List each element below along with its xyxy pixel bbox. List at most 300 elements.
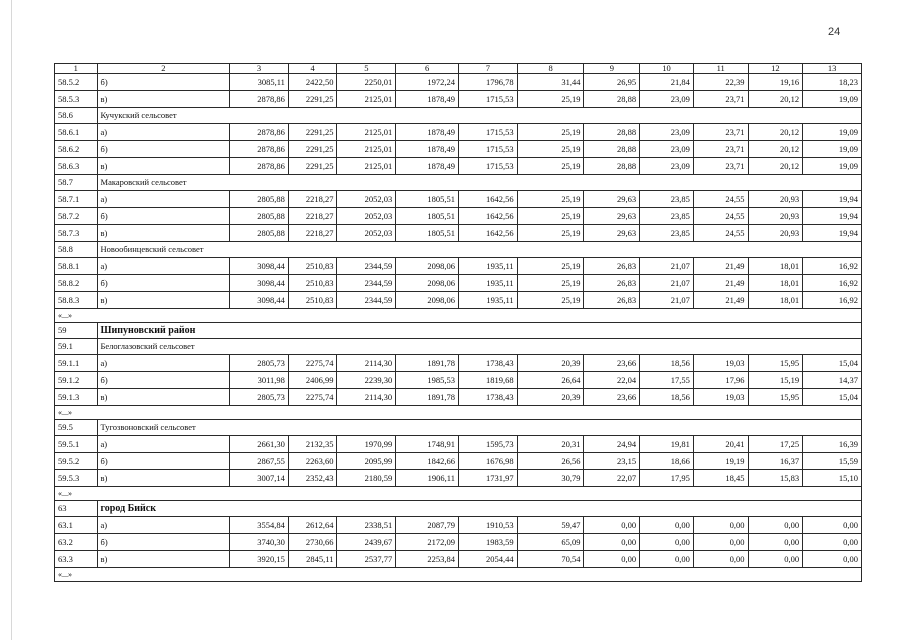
table-row — [55, 208, 862, 225]
table-row — [55, 158, 862, 175]
row-value: 1715,53 — [458, 124, 517, 141]
district-row — [55, 501, 862, 517]
row-value: 2172,09 — [396, 534, 459, 551]
row-value: 2218,27 — [288, 208, 337, 225]
row-label: б) — [97, 208, 230, 225]
row-value: 19,81 — [640, 436, 694, 453]
row-value: 2805,73 — [230, 389, 289, 406]
row-value: 15,95 — [748, 355, 803, 372]
row-label: в) — [97, 470, 230, 487]
row-value: 1715,53 — [458, 91, 517, 108]
row-label: в) — [97, 551, 230, 568]
row-value: 26,56 — [517, 453, 584, 470]
row-value: 25,19 — [517, 208, 584, 225]
district-row — [55, 323, 862, 339]
row-value: 2125,01 — [337, 124, 396, 141]
row-code: 58.5.3 — [55, 91, 98, 108]
row-value: 19,94 — [803, 225, 862, 242]
row-value: 17,96 — [693, 372, 748, 389]
row-value: 2098,06 — [396, 275, 459, 292]
row-value: 70,54 — [517, 551, 584, 568]
omission-mark: «...» — [55, 406, 862, 420]
row-value: 29,63 — [584, 225, 640, 242]
row-value: 1819,68 — [458, 372, 517, 389]
row-value: 26,83 — [584, 275, 640, 292]
row-value: 15,95 — [748, 389, 803, 406]
row-value: 2805,88 — [230, 191, 289, 208]
row-value: 20,31 — [517, 436, 584, 453]
row-value: 20,39 — [517, 389, 584, 406]
section-code: 59.1 — [55, 339, 98, 355]
row-value: 1642,56 — [458, 225, 517, 242]
row-value: 2052,03 — [337, 208, 396, 225]
section-row — [55, 420, 862, 436]
row-value: 19,94 — [803, 208, 862, 225]
row-value: 23,71 — [693, 158, 748, 175]
row-code: 58.7.1 — [55, 191, 98, 208]
row-label: в) — [97, 158, 230, 175]
district-code: 63 — [55, 501, 98, 517]
row-code: 63.3 — [55, 551, 98, 568]
district-title: Шипуновский район — [97, 323, 861, 339]
row-value: 2730,66 — [288, 534, 337, 551]
row-value: 26,95 — [584, 74, 640, 91]
row-label: б) — [97, 275, 230, 292]
row-value: 18,23 — [803, 74, 862, 91]
row-label: а) — [97, 355, 230, 372]
row-value: 2510,83 — [288, 258, 337, 275]
table-row — [55, 292, 862, 309]
row-value: 1985,53 — [396, 372, 459, 389]
row-label: б) — [97, 74, 230, 91]
row-label: а) — [97, 124, 230, 141]
row-value: 18,56 — [640, 355, 694, 372]
row-value: 2805,73 — [230, 355, 289, 372]
row-value: 1935,11 — [458, 292, 517, 309]
table-row — [55, 470, 862, 487]
row-value: 20,93 — [748, 208, 803, 225]
row-value: 2054,44 — [458, 551, 517, 568]
table-row — [55, 355, 862, 372]
row-value: 19,16 — [748, 74, 803, 91]
row-value: 1910,53 — [458, 517, 517, 534]
omission-row — [55, 487, 862, 501]
row-value: 18,56 — [640, 389, 694, 406]
row-code: 59.5.3 — [55, 470, 98, 487]
table-row — [55, 191, 862, 208]
row-value: 16,37 — [748, 453, 803, 470]
table-row — [55, 517, 862, 534]
table-row — [55, 74, 862, 91]
row-value: 19,09 — [803, 141, 862, 158]
column-header: 8 — [517, 64, 584, 74]
table-row — [55, 436, 862, 453]
row-value: 23,09 — [640, 141, 694, 158]
column-header: 6 — [396, 64, 459, 74]
row-value: 1878,49 — [396, 91, 459, 108]
column-header: 12 — [748, 64, 803, 74]
row-code: 58.5.2 — [55, 74, 98, 91]
row-value: 2095,99 — [337, 453, 396, 470]
row-value: 24,55 — [693, 191, 748, 208]
row-value: 2275,74 — [288, 355, 337, 372]
row-value: 19,03 — [693, 355, 748, 372]
row-value: 0,00 — [640, 534, 694, 551]
row-value: 2878,86 — [230, 158, 289, 175]
row-value: 0,00 — [803, 517, 862, 534]
row-label: б) — [97, 141, 230, 158]
row-value: 1878,49 — [396, 158, 459, 175]
row-label: в) — [97, 225, 230, 242]
row-value: 18,01 — [748, 292, 803, 309]
row-value: 65,09 — [517, 534, 584, 551]
row-value: 0,00 — [803, 551, 862, 568]
row-value: 28,88 — [584, 91, 640, 108]
row-value: 2878,86 — [230, 124, 289, 141]
row-value: 0,00 — [748, 517, 803, 534]
row-value: 1738,43 — [458, 355, 517, 372]
row-value: 1642,56 — [458, 191, 517, 208]
row-value: 2098,06 — [396, 258, 459, 275]
row-value: 2125,01 — [337, 158, 396, 175]
row-value: 1595,73 — [458, 436, 517, 453]
row-value: 20,93 — [748, 225, 803, 242]
row-value: 0,00 — [584, 534, 640, 551]
row-value: 2132,35 — [288, 436, 337, 453]
row-value: 23,85 — [640, 225, 694, 242]
table-row — [55, 453, 862, 470]
row-value: 28,88 — [584, 141, 640, 158]
row-value: 2867,55 — [230, 453, 289, 470]
row-value: 2087,79 — [396, 517, 459, 534]
row-value: 23,85 — [640, 208, 694, 225]
row-value: 15,04 — [803, 389, 862, 406]
row-value: 28,88 — [584, 158, 640, 175]
section-row — [55, 175, 862, 191]
row-value: 23,85 — [640, 191, 694, 208]
row-value: 1891,78 — [396, 389, 459, 406]
row-value: 21,84 — [640, 74, 694, 91]
row-value: 1878,49 — [396, 124, 459, 141]
row-value: 0,00 — [640, 551, 694, 568]
row-value: 25,19 — [517, 275, 584, 292]
row-value: 1935,11 — [458, 258, 517, 275]
row-value: 2291,25 — [288, 141, 337, 158]
page-left-edge-line — [11, 0, 12, 640]
table-row — [55, 91, 862, 108]
row-value: 3085,11 — [230, 74, 289, 91]
row-value: 25,19 — [517, 124, 584, 141]
row-value: 2510,83 — [288, 275, 337, 292]
row-value: 19,09 — [803, 124, 862, 141]
row-value: 22,07 — [584, 470, 640, 487]
row-value: 20,12 — [748, 158, 803, 175]
row-value: 1731,97 — [458, 470, 517, 487]
page-number: 24 — [828, 26, 841, 38]
row-value: 3920,15 — [230, 551, 289, 568]
table-row — [55, 534, 862, 551]
row-value: 21,49 — [693, 275, 748, 292]
row-value: 25,19 — [517, 191, 584, 208]
row-value: 19,09 — [803, 158, 862, 175]
row-value: 29,63 — [584, 208, 640, 225]
row-value: 1738,43 — [458, 389, 517, 406]
row-value: 2422,50 — [288, 74, 337, 91]
row-value: 22,04 — [584, 372, 640, 389]
row-value: 0,00 — [748, 551, 803, 568]
section-title: Белоглазовский сельсовет — [97, 339, 861, 355]
row-value: 20,12 — [748, 91, 803, 108]
row-label: а) — [97, 258, 230, 275]
table-row — [55, 225, 862, 242]
row-value: 26,83 — [584, 258, 640, 275]
section-row — [55, 242, 862, 258]
section-row — [55, 339, 862, 355]
row-value: 16,92 — [803, 258, 862, 275]
row-value: 1676,98 — [458, 453, 517, 470]
row-value: 2052,03 — [337, 191, 396, 208]
row-value: 29,63 — [584, 191, 640, 208]
row-value: 18,66 — [640, 453, 694, 470]
row-code: 59.1.2 — [55, 372, 98, 389]
row-value: 2263,60 — [288, 453, 337, 470]
row-value: 2344,59 — [337, 258, 396, 275]
row-value: 3098,44 — [230, 275, 289, 292]
row-value: 0,00 — [693, 517, 748, 534]
row-value: 0,00 — [640, 517, 694, 534]
table-row — [55, 258, 862, 275]
row-value: 23,71 — [693, 91, 748, 108]
row-value: 1842,66 — [396, 453, 459, 470]
row-value: 2125,01 — [337, 141, 396, 158]
row-value: 16,39 — [803, 436, 862, 453]
omission-mark: «...» — [55, 309, 862, 323]
row-value: 23,09 — [640, 124, 694, 141]
row-value: 25,19 — [517, 141, 584, 158]
row-value: 2218,27 — [288, 225, 337, 242]
row-value: 0,00 — [748, 534, 803, 551]
row-value: 1891,78 — [396, 355, 459, 372]
row-value: 18,01 — [748, 275, 803, 292]
row-label: а) — [97, 191, 230, 208]
table-row — [55, 124, 862, 141]
row-value: 2052,03 — [337, 225, 396, 242]
row-value: 15,59 — [803, 453, 862, 470]
row-value: 19,19 — [693, 453, 748, 470]
header-row — [55, 64, 862, 74]
row-value: 17,55 — [640, 372, 694, 389]
omission-row — [55, 309, 862, 323]
row-value: 2253,84 — [396, 551, 459, 568]
row-value: 20,12 — [748, 141, 803, 158]
row-value: 2114,30 — [337, 389, 396, 406]
row-value: 3098,44 — [230, 258, 289, 275]
column-header: 4 — [288, 64, 337, 74]
column-header: 5 — [337, 64, 396, 74]
row-value: 2612,64 — [288, 517, 337, 534]
row-value: 1642,56 — [458, 208, 517, 225]
row-value: 1796,78 — [458, 74, 517, 91]
section-code: 58.6 — [55, 108, 98, 124]
row-value: 18,01 — [748, 258, 803, 275]
row-value: 2406,99 — [288, 372, 337, 389]
row-value: 25,19 — [517, 225, 584, 242]
row-value: 17,95 — [640, 470, 694, 487]
row-code: 59.1.3 — [55, 389, 98, 406]
section-title: Кучукский сельсовет — [97, 108, 861, 124]
row-value: 1935,11 — [458, 275, 517, 292]
row-value: 1805,51 — [396, 208, 459, 225]
row-value: 26,83 — [584, 292, 640, 309]
row-code: 58.6.1 — [55, 124, 98, 141]
row-value: 19,94 — [803, 191, 862, 208]
row-value: 20,39 — [517, 355, 584, 372]
row-code: 59.1.1 — [55, 355, 98, 372]
row-label: а) — [97, 436, 230, 453]
district-code: 59 — [55, 323, 98, 339]
row-value: 2098,06 — [396, 292, 459, 309]
row-value: 17,25 — [748, 436, 803, 453]
row-value: 2352,43 — [288, 470, 337, 487]
row-value: 2537,77 — [337, 551, 396, 568]
row-value: 2239,30 — [337, 372, 396, 389]
row-value: 1972,24 — [396, 74, 459, 91]
row-value: 3740,30 — [230, 534, 289, 551]
row-value: 28,88 — [584, 124, 640, 141]
row-value: 2125,01 — [337, 91, 396, 108]
omission-row — [55, 406, 862, 420]
row-value: 1715,53 — [458, 158, 517, 175]
section-row — [55, 108, 862, 124]
omission-row — [55, 568, 862, 582]
column-header: 11 — [693, 64, 748, 74]
row-value: 15,04 — [803, 355, 862, 372]
row-value: 59,47 — [517, 517, 584, 534]
column-header: 9 — [584, 64, 640, 74]
row-value: 23,15 — [584, 453, 640, 470]
row-value: 21,07 — [640, 292, 694, 309]
section-code: 58.8 — [55, 242, 98, 258]
row-value: 2661,30 — [230, 436, 289, 453]
row-value: 23,09 — [640, 91, 694, 108]
row-code: 58.6.3 — [55, 158, 98, 175]
row-code: 58.6.2 — [55, 141, 98, 158]
row-value: 2878,86 — [230, 141, 289, 158]
row-value: 23,71 — [693, 124, 748, 141]
omission-mark: «...» — [55, 487, 862, 501]
row-code: 58.8.2 — [55, 275, 98, 292]
column-header: 7 — [458, 64, 517, 74]
section-title: Макаровский сельсовет — [97, 175, 861, 191]
row-value: 16,92 — [803, 275, 862, 292]
row-value: 23,71 — [693, 141, 748, 158]
row-value: 18,45 — [693, 470, 748, 487]
row-value: 30,79 — [517, 470, 584, 487]
column-header: 2 — [97, 64, 230, 74]
row-value: 25,19 — [517, 91, 584, 108]
row-label: в) — [97, 389, 230, 406]
row-value: 21,49 — [693, 292, 748, 309]
row-value: 24,55 — [693, 225, 748, 242]
row-value: 2291,25 — [288, 124, 337, 141]
row-value: 2805,88 — [230, 208, 289, 225]
row-value: 0,00 — [693, 551, 748, 568]
row-value: 2291,25 — [288, 91, 337, 108]
row-value: 2338,51 — [337, 517, 396, 534]
section-title: Тугозвоновский сельсовет — [97, 420, 861, 436]
table-row — [55, 372, 862, 389]
row-value: 2878,86 — [230, 91, 289, 108]
row-value: 2805,88 — [230, 225, 289, 242]
district-title: город Бийск — [97, 501, 861, 517]
column-header: 13 — [803, 64, 862, 74]
row-value: 0,00 — [693, 534, 748, 551]
table-body — [55, 74, 862, 582]
row-value: 0,00 — [803, 534, 862, 551]
row-value: 1748,91 — [396, 436, 459, 453]
row-code: 58.7.2 — [55, 208, 98, 225]
row-value: 3554,84 — [230, 517, 289, 534]
row-label: в) — [97, 292, 230, 309]
row-value: 2510,83 — [288, 292, 337, 309]
row-value: 23,66 — [584, 355, 640, 372]
omission-mark: «...» — [55, 568, 862, 582]
row-value: 3098,44 — [230, 292, 289, 309]
row-value: 25,19 — [517, 258, 584, 275]
row-value: 0,00 — [584, 517, 640, 534]
table-row — [55, 389, 862, 406]
row-label: в) — [97, 91, 230, 108]
column-header: 3 — [230, 64, 289, 74]
tariff-table — [54, 63, 862, 582]
column-header: 1 — [55, 64, 98, 74]
row-value: 26,64 — [517, 372, 584, 389]
row-value: 19,09 — [803, 91, 862, 108]
row-value: 20,41 — [693, 436, 748, 453]
row-value: 24,94 — [584, 436, 640, 453]
table-row — [55, 275, 862, 292]
table-row — [55, 141, 862, 158]
row-value: 20,12 — [748, 124, 803, 141]
row-value: 3011,98 — [230, 372, 289, 389]
row-value: 19,03 — [693, 389, 748, 406]
row-label: б) — [97, 372, 230, 389]
row-value: 2344,59 — [337, 292, 396, 309]
row-value: 2344,59 — [337, 275, 396, 292]
section-title: Новообинцевский сельсовет — [97, 242, 861, 258]
row-label: а) — [97, 517, 230, 534]
row-code: 63.2 — [55, 534, 98, 551]
row-value: 1805,51 — [396, 191, 459, 208]
section-code: 58.7 — [55, 175, 98, 191]
row-code: 58.8.3 — [55, 292, 98, 309]
row-label: б) — [97, 534, 230, 551]
row-value: 2180,59 — [337, 470, 396, 487]
row-value: 3007,14 — [230, 470, 289, 487]
row-value: 25,19 — [517, 292, 584, 309]
row-value: 23,09 — [640, 158, 694, 175]
row-value: 23,66 — [584, 389, 640, 406]
row-value: 2291,25 — [288, 158, 337, 175]
table-row — [55, 551, 862, 568]
row-value: 22,39 — [693, 74, 748, 91]
row-value: 25,19 — [517, 158, 584, 175]
row-value: 2114,30 — [337, 355, 396, 372]
row-code: 59.5.1 — [55, 436, 98, 453]
row-value: 24,55 — [693, 208, 748, 225]
row-value: 1970,99 — [337, 436, 396, 453]
row-value: 2439,67 — [337, 534, 396, 551]
